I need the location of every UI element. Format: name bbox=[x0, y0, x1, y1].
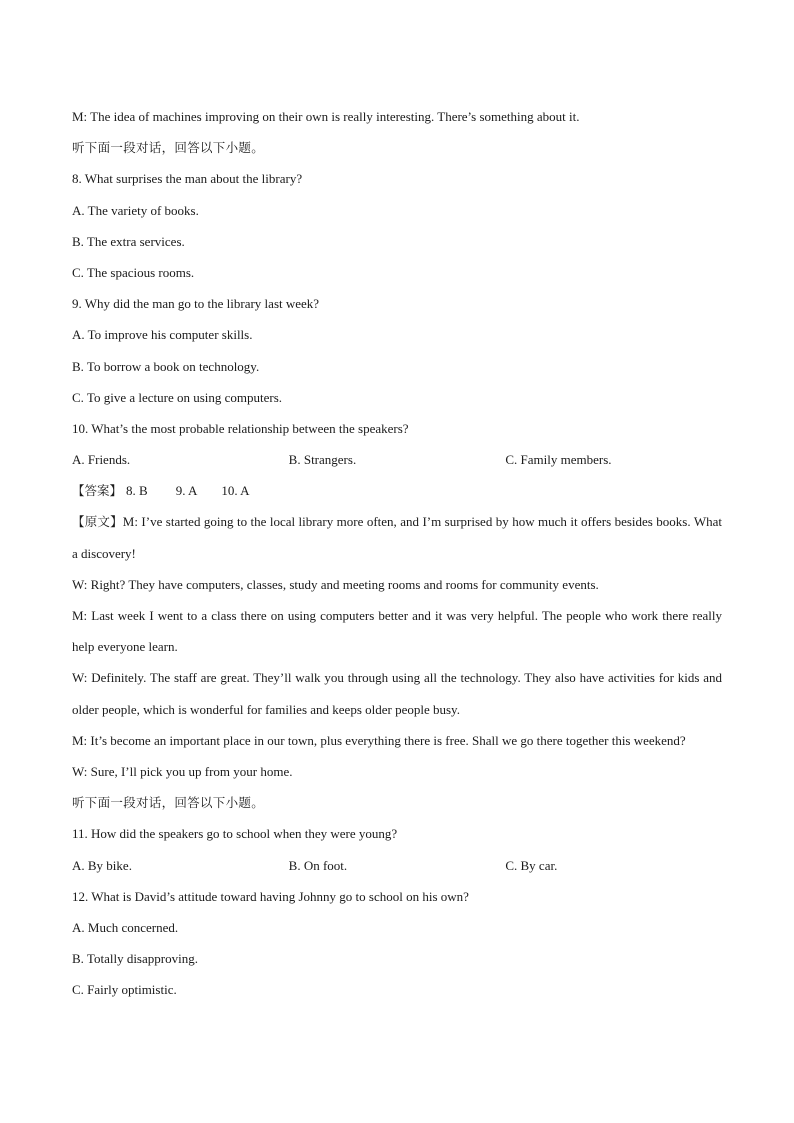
q8-option-c: C. The spacious rooms. bbox=[72, 264, 195, 280]
section-instruction: 听下面一段对话，回答以下小题。 bbox=[72, 140, 265, 156]
q8-option-a: A. The variety of books. bbox=[72, 202, 199, 218]
answer-tag: 【答案】 bbox=[72, 483, 123, 499]
question-10: 10. What’s the most probable relationship between the speakers? bbox=[72, 420, 409, 436]
question-11: 11. How did the speakers go to school when they were young? bbox=[72, 826, 398, 842]
q9-option-c: C. To give a lecture on using computers. bbox=[72, 389, 283, 405]
transcript-w1: W: Right? They have computers, classes, study and meeting rooms and rooms for community events. bbox=[72, 576, 599, 592]
q9-option-a: A. To improve his computer skills. bbox=[72, 327, 253, 343]
q12-option-b: B. Totally disapproving. bbox=[72, 951, 198, 967]
answer-key bbox=[72, 475, 722, 506]
transcript-line bbox=[72, 506, 722, 568]
q11-option-c: C. By car. bbox=[505, 857, 558, 873]
question-12: 12. What is David’s attitude toward having Johnny go to school on his own? bbox=[72, 888, 469, 904]
transcript-m2: M: Last week I went to a class there on using computers better and it was very helpful. The people who work there really help everyone learn. bbox=[72, 608, 722, 655]
dialogue-line: M: The idea of machines improving on their own is really interesting. There’s something about it. bbox=[72, 109, 580, 124]
q11-options bbox=[72, 850, 722, 881]
question-9: 9. Why did the man go to the library last week? bbox=[72, 296, 320, 312]
transcript-m3: M: It’s become an important place in our town, plus everything there is free. Shall we go there together this weekend? bbox=[72, 732, 686, 748]
q10-option-c: C. Family members. bbox=[505, 452, 612, 468]
transcript-tag: 【原文】 bbox=[72, 514, 123, 530]
answer-8: 8. B bbox=[126, 483, 148, 499]
answer-10: 10. A bbox=[221, 483, 250, 499]
q10-option-a: A. Friends. bbox=[72, 452, 131, 468]
q11-option-a: A. By bike. bbox=[72, 857, 132, 873]
q10-option-b: B. Strangers. bbox=[288, 452, 357, 468]
document-page bbox=[72, 101, 722, 1006]
transcript-w2: W: Definitely. The staff are great. They’ll walk you through using all the technology. They also have activities for kids and older people, which is wonderful for families and keeps older people busy. bbox=[72, 670, 722, 717]
q11-option-b: B. On foot. bbox=[288, 857, 348, 873]
transcript-m1: M: I’ve started going to the local library more often, and I’m surprised by how much it offers besides books. What a discovery! bbox=[72, 514, 722, 561]
section-instruction-2: 听下面一段对话，回答以下小题。 bbox=[72, 795, 265, 811]
q12-option-c: C. Fairly optimistic. bbox=[72, 982, 177, 998]
q10-options bbox=[72, 444, 722, 475]
question-8: 8. What surprises the man about the library? bbox=[72, 171, 303, 187]
q8-option-b: B. The extra services. bbox=[72, 233, 185, 249]
q12-option-a: A. Much concerned. bbox=[72, 919, 179, 935]
answer-9: 9. A bbox=[175, 483, 198, 499]
transcript-w3: W: Sure, I’ll pick you up from your home. bbox=[72, 764, 293, 780]
q9-option-b: B. To borrow a book on technology. bbox=[72, 358, 260, 374]
